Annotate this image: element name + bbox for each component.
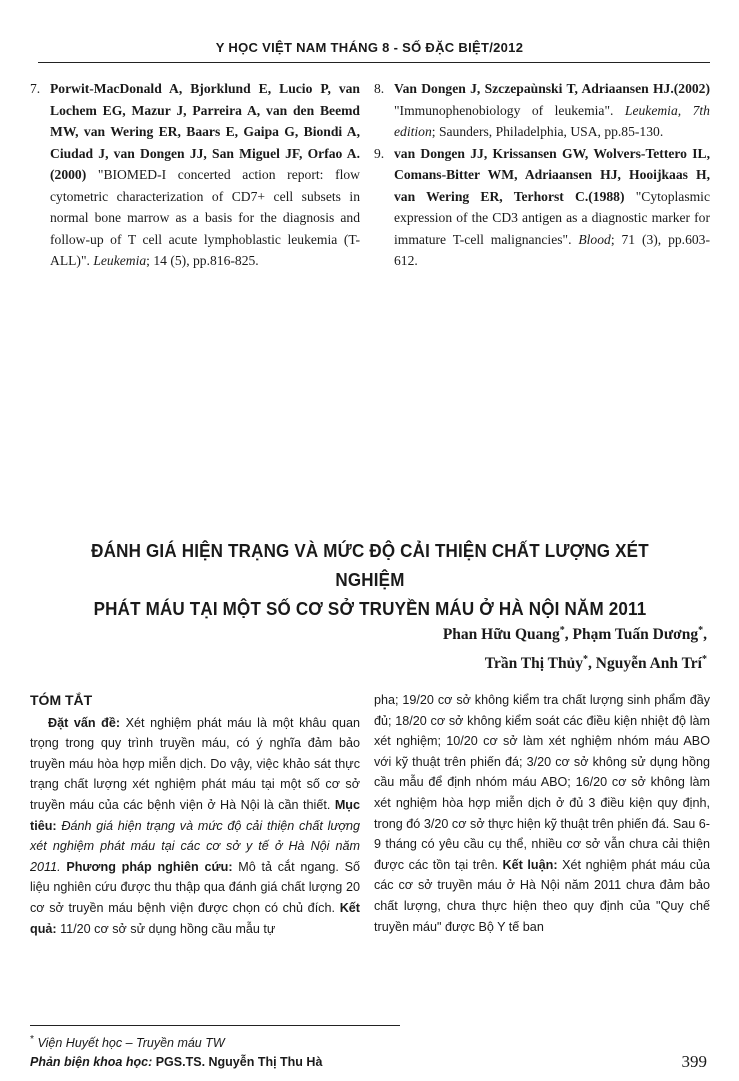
results-text-start: 11/20 cơ sở sử dụng hồng cầu mẫu tự	[56, 921, 276, 936]
footnotes	[30, 1030, 450, 1072]
reference-item	[374, 143, 710, 272]
title-line-1: ĐÁNH GIÁ HIỆN TRẠNG VÀ MỨC ĐỘ CẢI THIỆN CHẤT LƯỢNG XÉT NGHIỆM	[91, 540, 649, 590]
article-title	[66, 536, 673, 623]
running-header: Y HỌC VIỆT NAM THÁNG 8 - SỐ ĐẶC BIỆT/2012	[215, 40, 524, 55]
reference-journal: Leukemia	[93, 253, 147, 268]
reference-number: 7.	[30, 81, 41, 96]
conclusion-label: Kết luận:	[502, 857, 558, 872]
reference-journal: Blood	[578, 231, 611, 247]
affiliation-text: Viện Huyết học – Truyền máu TW	[37, 1036, 225, 1051]
author-name: Phạm Tuấn Dương	[572, 626, 699, 644]
objective-label: Mục tiêu:	[30, 797, 360, 833]
reference-authors: Van Dongen J, Szczepaùnski T, Adriaansen HJ.(2002)	[394, 81, 710, 96]
results-text-continued: pha; 19/20 cơ sở không kiểm tra chất lượng sinh phẩm đầy đủ; 18/20 cơ sở không kiểm soát các điều kiện nhiệt độ làm xét nghiệm; 10/20 cơ sở làm xét nghiệm nhóm máu ABO với kỹ thuật trên phiến đá; 3/20 cơ sở không sử dụng hồng cầu mẫu để định nhóm máu ABO; 16/20 cơ sở không làm xét nghiệm hòa hợp miễn dịch ở đủ 3 điều kiện quy định, trong đó 3/20 cơ sở thực hiện kỹ thuật trên phiến đá. Sau 6-9 tháng có yêu cầu cụ thể, nhiều cơ sở vẫn chưa cải thiện được các tồn tại trên.	[374, 693, 710, 872]
results-label: Kết quả:	[30, 900, 360, 936]
affiliation-footnote	[30, 1030, 450, 1053]
reviewer-footnote	[30, 1053, 450, 1072]
background-label: Đặt vấn đề:	[48, 715, 121, 730]
reference-item	[30, 78, 360, 272]
reference-title: "Immunophenobiology of leukemia".	[394, 102, 625, 118]
author-name: Nguyễn Anh Trí	[595, 655, 702, 673]
reviewer-name: PGS.TS. Nguyễn Thị Thu Hà	[152, 1055, 323, 1070]
abstract-right-column	[374, 690, 710, 937]
reference-authors: van Dongen JJ, Krissansen GW, Wolvers-Tettero IL, Comans-Bitter WM, Adriaansen HJ, Hooijkaas H, van Wering ER, Terhorst C.(1988)	[394, 145, 710, 204]
page-number: 399	[681, 1052, 707, 1071]
author-name: Trần Thị Thủy	[484, 655, 583, 673]
reference-authors: Porwit-MacDonald A, Bjorklund E, Lucio P, van Lochem EG, Mazur J, Parreira A, van den Beemd MW, van Wering ER, Baars E, Gaipa G, Biondi A, Ciudad J, van Dongen JJ, San Miguel JF, Orfao A.(2000)	[50, 81, 360, 182]
title-line-2: PHÁT MÁU TẠI MỘT SỐ CƠ SỞ TRUYỀN MÁU Ở HÀ NỘI NĂM 2011	[93, 598, 647, 619]
methods-label: Phương pháp nghiên cứu:	[66, 859, 233, 874]
reviewer-label: Phản biện khoa học:	[30, 1055, 153, 1070]
header-rule	[38, 62, 710, 63]
author-mark: *	[583, 654, 588, 666]
author-mark: *	[698, 625, 704, 636]
author-name: Phan Hữu Quang	[442, 626, 560, 644]
objective-text: Đánh giá hiện trạng và mức độ cải thiện chất lượng xét nghiệm phát máu tại các cơ sở y tế ở Hà Nội năm 2011.	[30, 818, 360, 874]
reference-number: 9.	[374, 145, 385, 161]
author-mark: *	[702, 654, 707, 666]
reference-tail: ; 71 (3), pp.603-612.	[394, 231, 710, 268]
reference-body	[50, 78, 360, 272]
author-line-1: Phan Hữu Quang*, Phạm Tuấn Dương*,	[442, 625, 707, 644]
author-list	[307, 618, 707, 676]
methods-text: Mô tả cắt ngang. Số liệu nghiên cứu được thu thập qua đánh giá chất lượng 20 cơ sở truyền máu bệnh viện được chọn có chủ đích.	[30, 859, 360, 915]
reference-tail: ; Saunders, Philadelphia, USA, pp.85-130.	[431, 124, 664, 139]
abstract-paragraph-continued	[374, 690, 710, 937]
footnote-mark: *	[30, 1034, 35, 1045]
footnote-rule	[30, 1025, 400, 1026]
abstract-heading: TÓM TẮT	[30, 692, 93, 708]
abstract-paragraph	[30, 713, 360, 940]
author-mark: *	[559, 625, 565, 636]
reference-journal: Leukemia, 7th edition	[394, 102, 710, 139]
reference-title: "BIOMED-I concerted action report: flow cytometric characterization of CD7+ cell subsets in normal bone marrow as a basis for the diagnosis and follow-up of T cell acute lymphoblastic leukemia (T-ALL)".	[50, 167, 360, 268]
reference-body	[394, 143, 710, 272]
reference-item	[374, 78, 710, 143]
reference-tail: ; 14 (5), pp.816-825.	[146, 253, 259, 268]
reference-title: "Cytoplasmic expression of the CD3 antigen as a diagnostic marker for immature T-cell malignancies".	[394, 188, 710, 247]
author-line-2: Trần Thị Thủy*, Nguyễn Anh Trí*	[484, 654, 707, 673]
references-right-column	[374, 78, 710, 272]
background-text: Xét nghiệm phát máu là một khâu quan trọng trong quy trình truyền máu, có ý nghĩa đảm bảo truyền máu hòa hợp miễn dịch. Do vậy, việc khảo sát thực trạng chất lượng xét nghiệm phát máu tại một số cơ sở truyền máu của các bệnh viện ở Hà Nội là cần thiết.	[30, 715, 360, 812]
reference-body	[394, 78, 710, 143]
conclusion-text: Xét nghiệm phát máu của các cơ sở truyền máu ở Hà Nội năm 2011 chưa đảm bảo chất lượng, chưa thực hiện theo quy định của "Quy chế truyền máu" được Bộ Y tế ban	[374, 857, 710, 934]
references-left-column	[30, 78, 360, 272]
reference-number: 8.	[374, 81, 385, 96]
abstract-left-column	[30, 690, 360, 939]
